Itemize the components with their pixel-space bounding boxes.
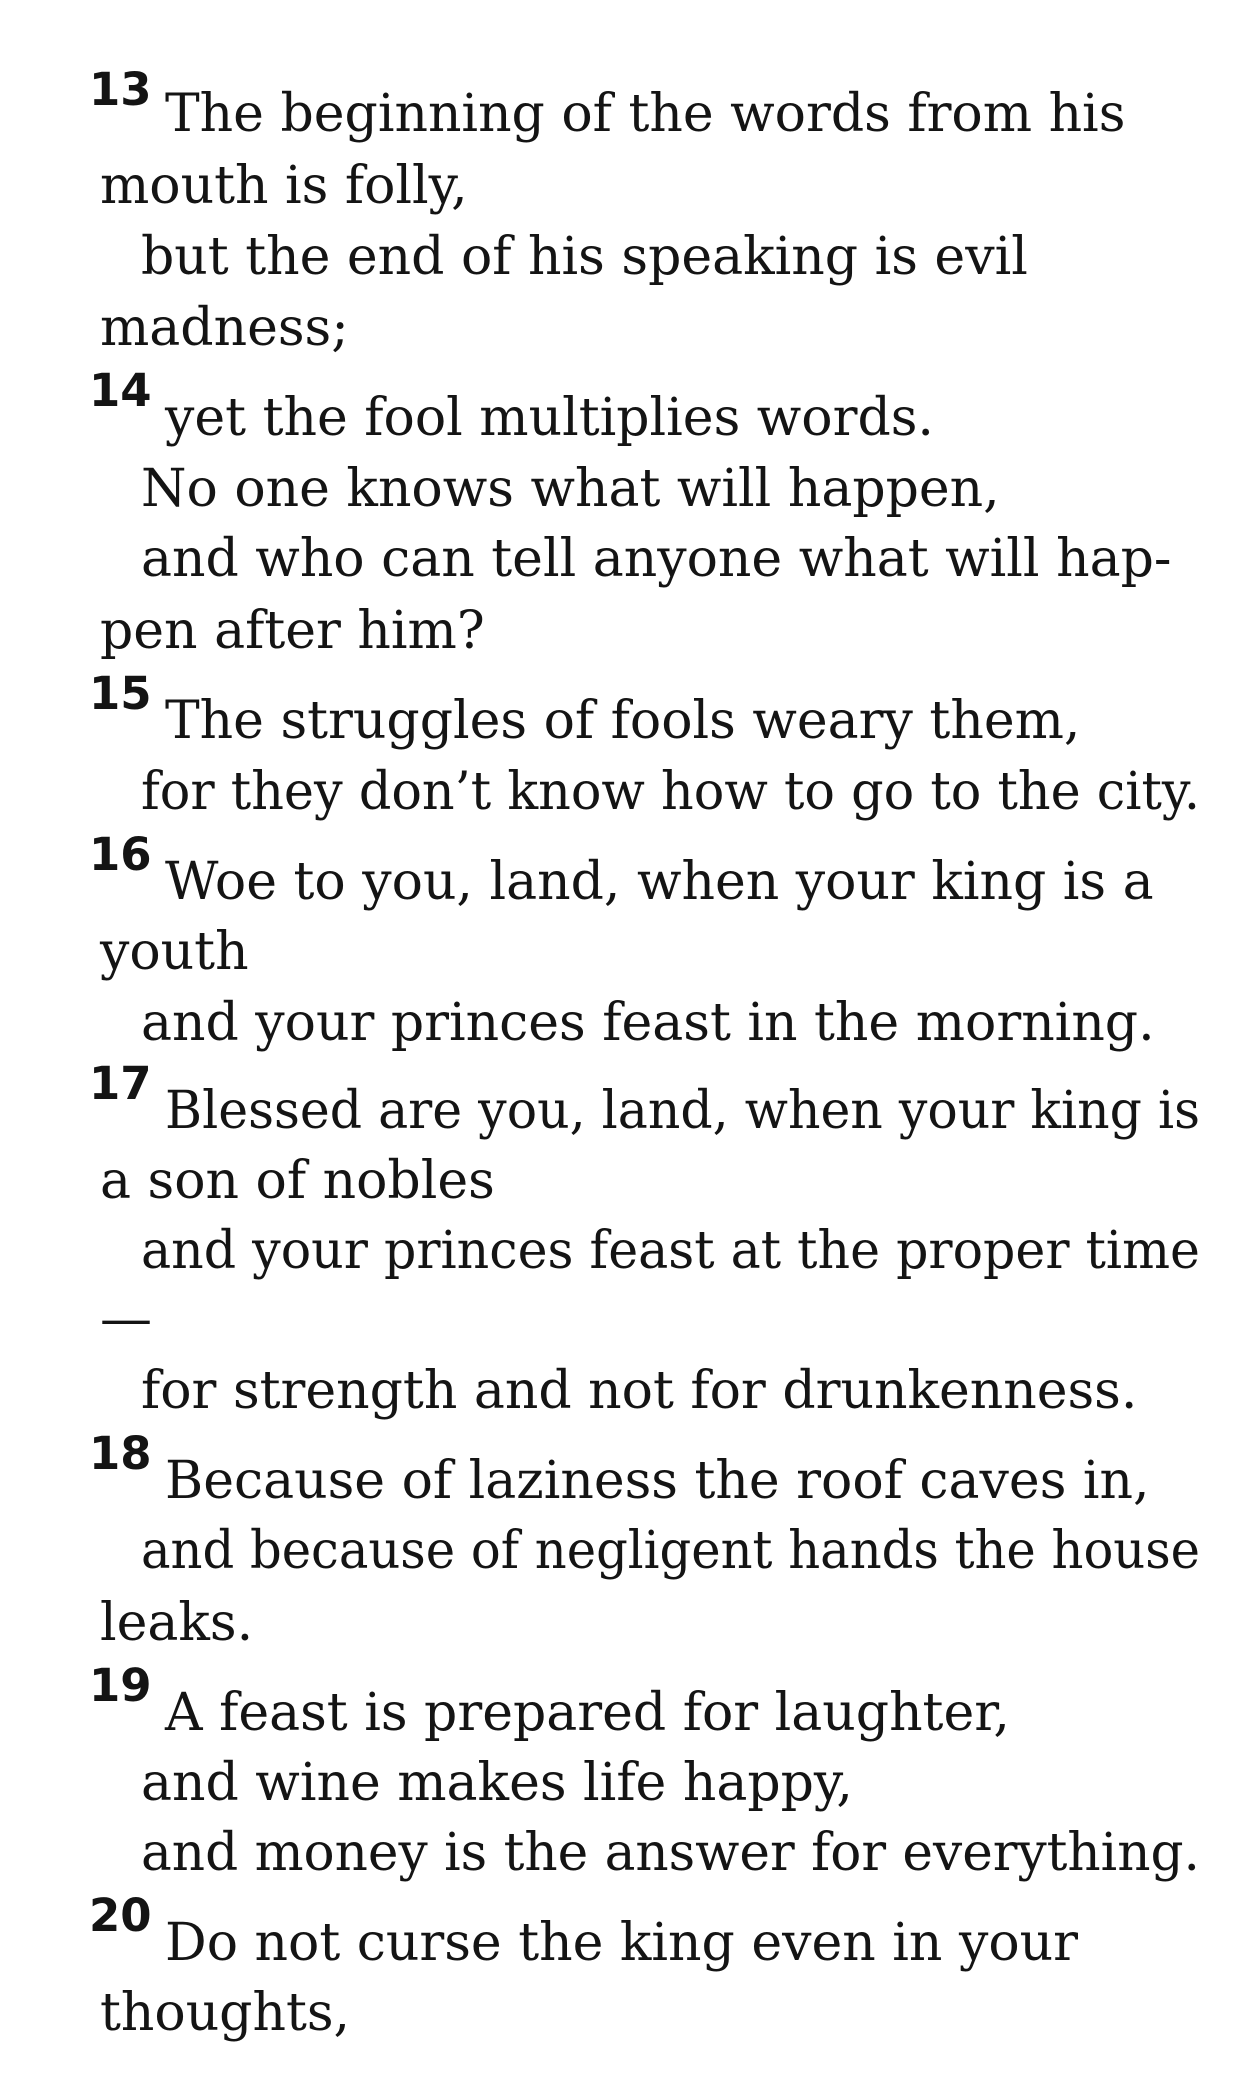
verse-14-line-2: No one knows what will happen,	[141, 459, 1000, 519]
verse-14-line-1: yet the fool multiplies words.	[165, 388, 934, 448]
verse-15-line-2: for they don’t know how to go to the city.	[141, 762, 1201, 822]
verse-19-line-2: and wine makes life happy,	[141, 1753, 853, 1813]
verse-18-line-2: and because of negligent hands the house	[141, 1521, 1201, 1581]
verse-18-line-3: leaks.	[100, 1593, 254, 1653]
verse-17-line-3: and your princes feast at the proper time	[141, 1221, 1200, 1281]
verse-17-line-5: for strength and not for drunkenness.	[141, 1361, 1138, 1421]
verse-number-14: 14	[89, 364, 152, 417]
verse-number-13: 13	[89, 63, 152, 116]
verse-number-17: 17	[89, 1057, 152, 1110]
verse-19-line-1: A feast is prepared for laughter,	[165, 1683, 1010, 1743]
verse-number-15: 15	[89, 667, 152, 720]
verse-16-line-1: Woe to you, land, when your king is a	[165, 852, 1154, 912]
verse-20-line-2: thoughts,	[100, 1983, 351, 2043]
verse-number-18: 18	[89, 1427, 152, 1480]
verse-15-line-1: The struggles of fools weary them,	[165, 691, 1081, 751]
verse-13-line-3: but the end of his speaking is evil	[141, 227, 1028, 287]
verse-20-line-1: Do not curse the king even in your	[165, 1913, 1078, 1973]
verse-17-line-2: a son of nobles	[100, 1151, 495, 1211]
verse-14-line-3: and who can tell anyone what will hap-	[141, 529, 1172, 589]
verse-17-line-4-dash: —	[100, 1289, 152, 1349]
verse-number-19: 19	[89, 1659, 152, 1712]
verse-number-16: 16	[89, 828, 152, 881]
verse-13-line-1: The beginning of the words from his	[165, 84, 1126, 144]
verse-number-20: 20	[89, 1889, 152, 1942]
verse-19-line-3: and money is the answer for everything.	[141, 1823, 1200, 1883]
verse-16-line-3: and your princes feast in the morning.	[141, 993, 1155, 1053]
verse-13-line-2: mouth is folly,	[100, 156, 468, 216]
verse-14-line-4: pen after him?	[100, 601, 485, 661]
verse-16-line-2: youth	[100, 922, 249, 982]
verse-17-line-1: Blessed are you, land, when your king is	[165, 1081, 1200, 1141]
verse-18-line-1: Because of laziness the roof caves in,	[165, 1451, 1150, 1511]
verse-13-line-4: madness;	[100, 298, 349, 358]
